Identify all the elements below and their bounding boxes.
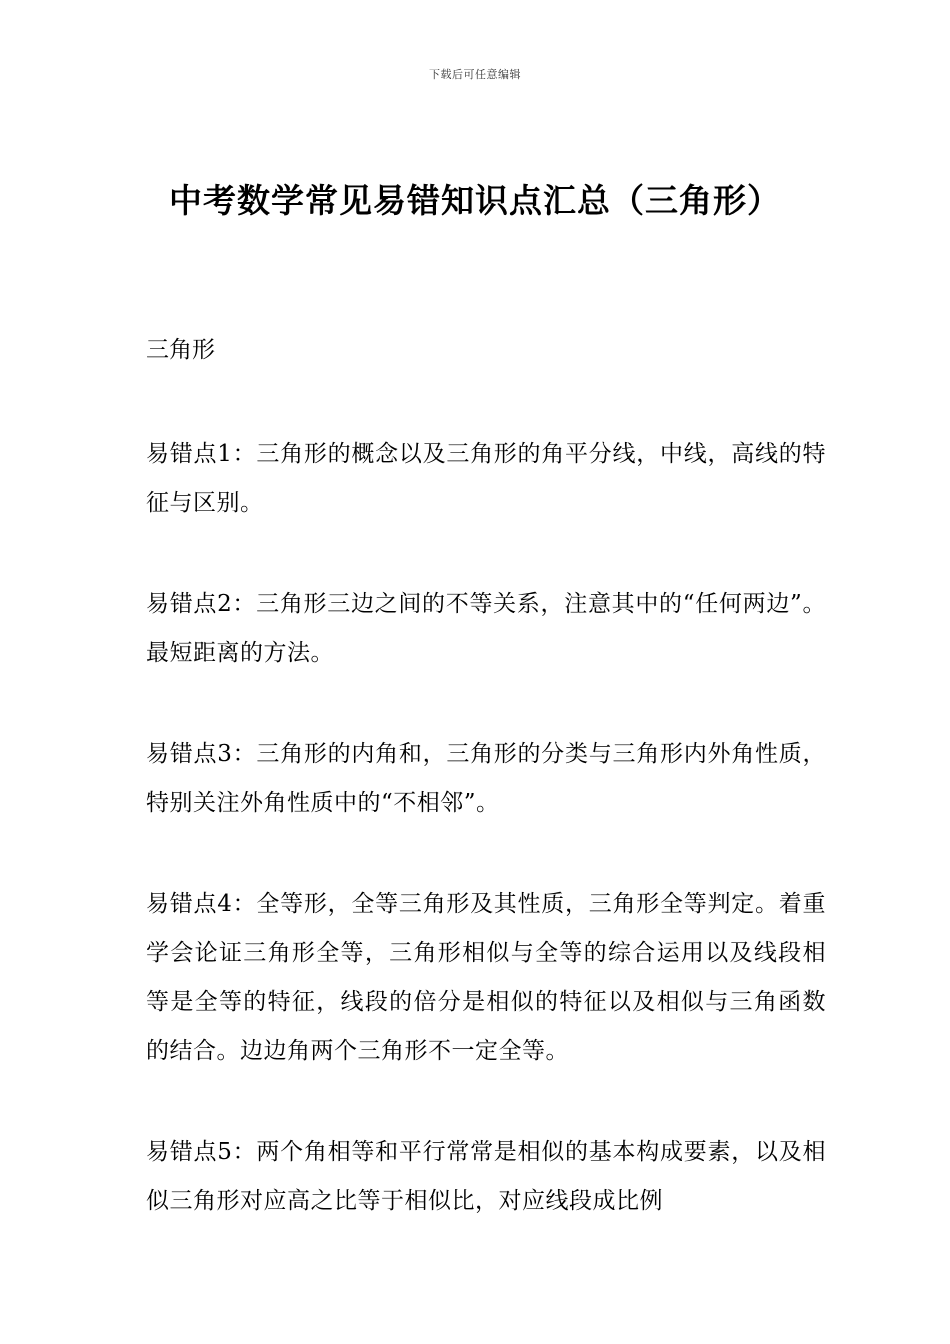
error-point-3 (146, 730, 826, 828)
document-title: 中考数学常见易错知识点汇总（三角形） (169, 181, 781, 220)
point-text: 全等形，全等三角形及其性质，三角形全等判定。着重学会论证三角形全等，三角形相似与全等的综合运用以及线段相等是全等的特征，线段的倍分是相似的特征以及相似与三角函数的结合。边边角两个三角形不一定全等。 (146, 891, 826, 1064)
point-label: 易错点3： (146, 741, 257, 767)
point-label: 易错点4： (146, 891, 257, 917)
point-text: 三角形的内角和，三角形的分类与三角形内外角性质，特别关注外角性质中的“不相邻”。 (146, 741, 826, 816)
error-point-5 (146, 1128, 826, 1226)
point-text: 三角形的概念以及三角形的角平分线，中线，高线的特征与区别。 (146, 441, 826, 516)
section-heading: 三角形 (146, 337, 215, 363)
error-point-1 (146, 430, 826, 528)
point-label: 易错点2： (146, 591, 257, 617)
point-label: 易错点1： (146, 441, 257, 467)
points-list (146, 430, 826, 1278)
point-label: 易错点5： (146, 1139, 257, 1165)
point-text: 三角形三边之间的不等关系，注意其中的“任何两边”。最短距离的方法。 (146, 591, 826, 666)
header-note: 下载后可任意编辑 (429, 68, 521, 81)
error-point-2 (146, 580, 826, 678)
error-point-4 (146, 880, 826, 1076)
point-text: 两个角相等和平行常常是相似的基本构成要素，以及相似三角形对应高之比等于相似比，对应线段成比例 (146, 1139, 826, 1214)
